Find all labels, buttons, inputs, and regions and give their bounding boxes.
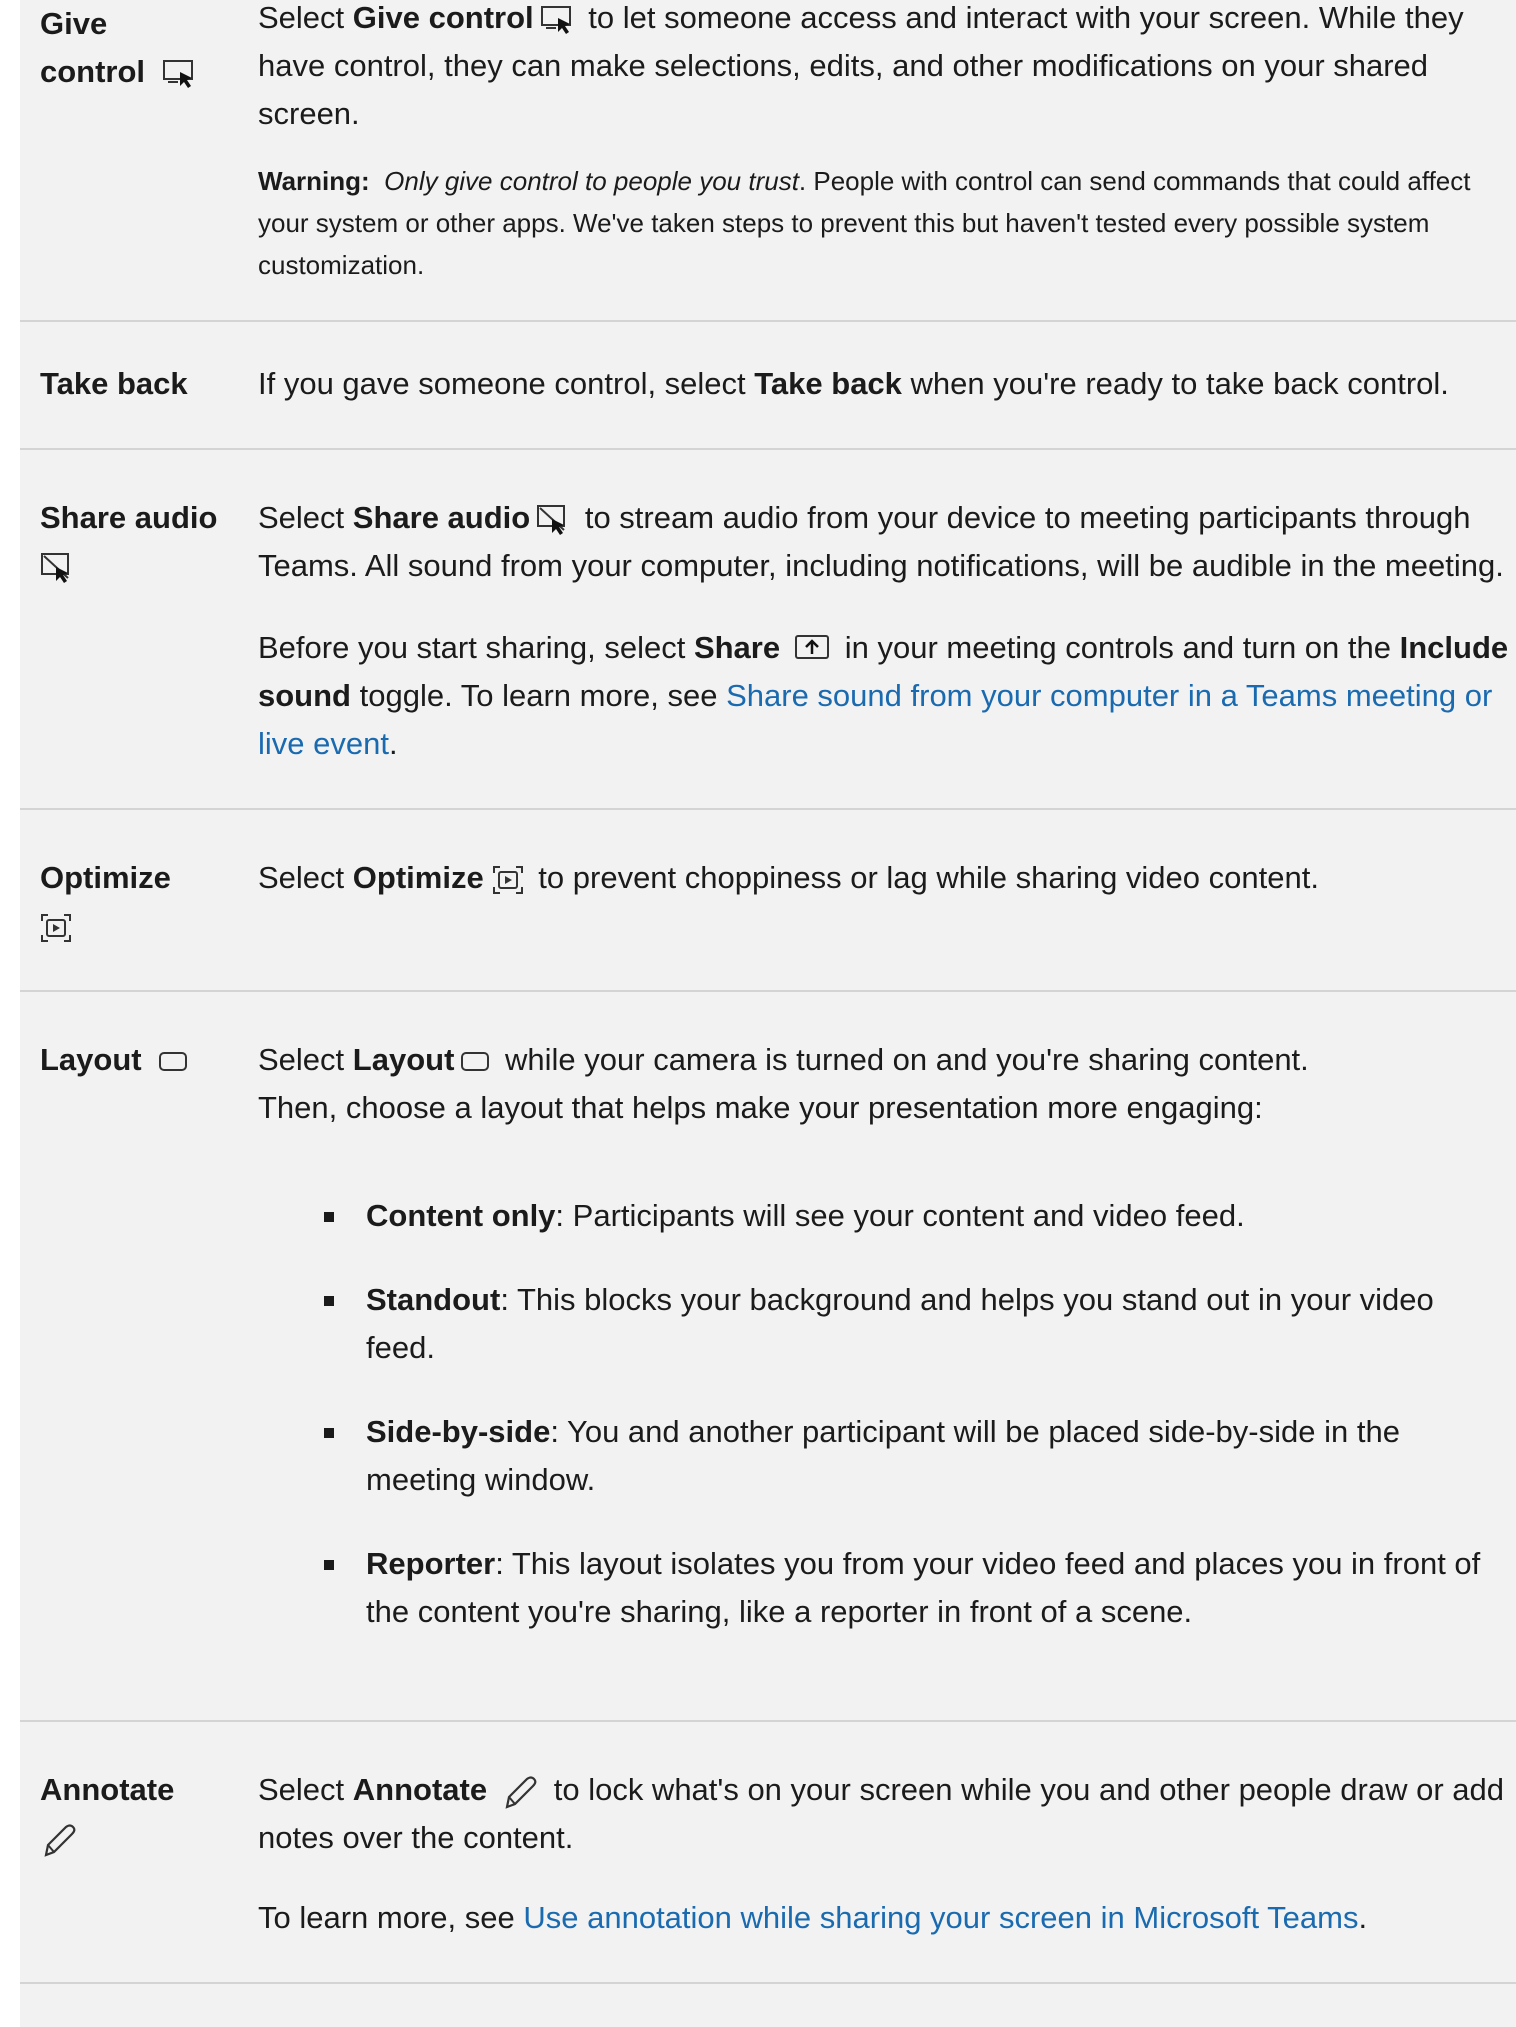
give-control-desc-cell [258, 0, 1516, 321]
list-item: Content only: Participants will see your content and video feed. [258, 1192, 1510, 1240]
optimize-label-cell [20, 809, 258, 991]
share-sound-link[interactable]: Share sound from your computer in a Teams meeting or live event [258, 678, 1493, 761]
share-audio-sound-note: Before you start sharing, select Share in your meeting controls and turn on the Include sound toggle. To learn more, see Share sound from your computer in a Teams meeting or live event. [258, 630, 1509, 761]
share-audio-icon [40, 551, 74, 585]
layout-options-list [258, 1192, 1510, 1636]
list-item: Side-by-side: You and another participant will be placed side-by-side in the meeting window. [258, 1408, 1510, 1504]
row-layout [20, 991, 1516, 1721]
bullet-icon [324, 1428, 334, 1438]
share-audio-inline-icon [536, 503, 570, 537]
give-control-label: Give control [40, 6, 146, 89]
layout-desc-cell [258, 991, 1516, 1721]
give-control-icon [162, 58, 196, 90]
annotate-icon [40, 1821, 78, 1859]
layout-icon [158, 1051, 188, 1073]
take-back-label-cell [20, 321, 258, 449]
bullet-icon [324, 1296, 334, 1306]
take-back-desc-cell [258, 321, 1516, 449]
give-control-description: Select Give control to let someone access and interact with your screen. While they have control, they can make selections, edits, and other modifications on your shared screen. [258, 0, 1464, 131]
share-audio-label-cell [20, 449, 258, 809]
list-item: Standout: This blocks your background and helps you stand out in your video feed. [258, 1276, 1510, 1372]
take-back-description: If you gave someone control, select Take back when you're ready to take back control. [258, 366, 1449, 401]
layout-inline-icon [460, 1051, 490, 1073]
annotation-link[interactable]: Use annotation while sharing your screen in Microsoft Teams [523, 1900, 1359, 1935]
bullet-icon [324, 1560, 334, 1570]
bullet-icon [324, 1212, 334, 1222]
share-audio-desc-cell [258, 449, 1516, 809]
row-give-control [20, 0, 1516, 321]
optimize-description: Select Optimize to prevent choppiness or lag while sharing video content. [258, 860, 1319, 895]
annotate-description: Select Annotate to lock what's on your screen while you and other people draw or add notes over the content. [258, 1772, 1504, 1855]
annotate-learn-more: To learn more, see Use annotation while sharing your screen in Microsoft Teams. [258, 1900, 1368, 1935]
annotate-inline-icon [501, 1773, 539, 1811]
share-icon [794, 634, 830, 666]
give-control-label-cell [20, 0, 258, 321]
sharing-controls-table [20, 0, 1516, 1984]
share-audio-description: Select Share audio to stream audio from your device to meeting participants through Teams. All sound from your computer, including notifications, will be audible in the meeting. [258, 500, 1504, 583]
row-take-back [20, 321, 1516, 449]
annotate-label: Annotate [40, 1772, 175, 1807]
row-optimize [20, 809, 1516, 991]
share-audio-label: Share audio [40, 500, 218, 535]
give-control-warning: Warning: Only give control to people you trust. People with control can send commands that could affect your system or other apps. We've taken steps to prevent this but haven't tested every possible system customization. [258, 166, 1471, 280]
optimize-inline-icon [492, 865, 524, 895]
row-annotate [20, 1721, 1516, 1983]
annotate-label-cell [20, 1721, 258, 1983]
row-share-audio [20, 449, 1516, 809]
take-back-label: Take back [40, 366, 188, 401]
layout-description: Select Layout while your camera is turned on and you're sharing content. Then, choose a layout that helps make your presentation more engaging: [258, 1042, 1309, 1125]
list-item: Reporter: This layout isolates you from your video feed and places you in front of the content you're sharing, like a reporter in front of a scene. [258, 1540, 1510, 1636]
controls-table-panel [20, 0, 1516, 2027]
optimize-icon [40, 913, 72, 943]
annotate-desc-cell [258, 1721, 1516, 1983]
optimize-desc-cell [258, 809, 1516, 991]
optimize-label: Optimize [40, 860, 171, 895]
layout-label: Layout [40, 1042, 142, 1077]
layout-label-cell [20, 991, 258, 1721]
give-control-inline-icon [540, 4, 574, 36]
